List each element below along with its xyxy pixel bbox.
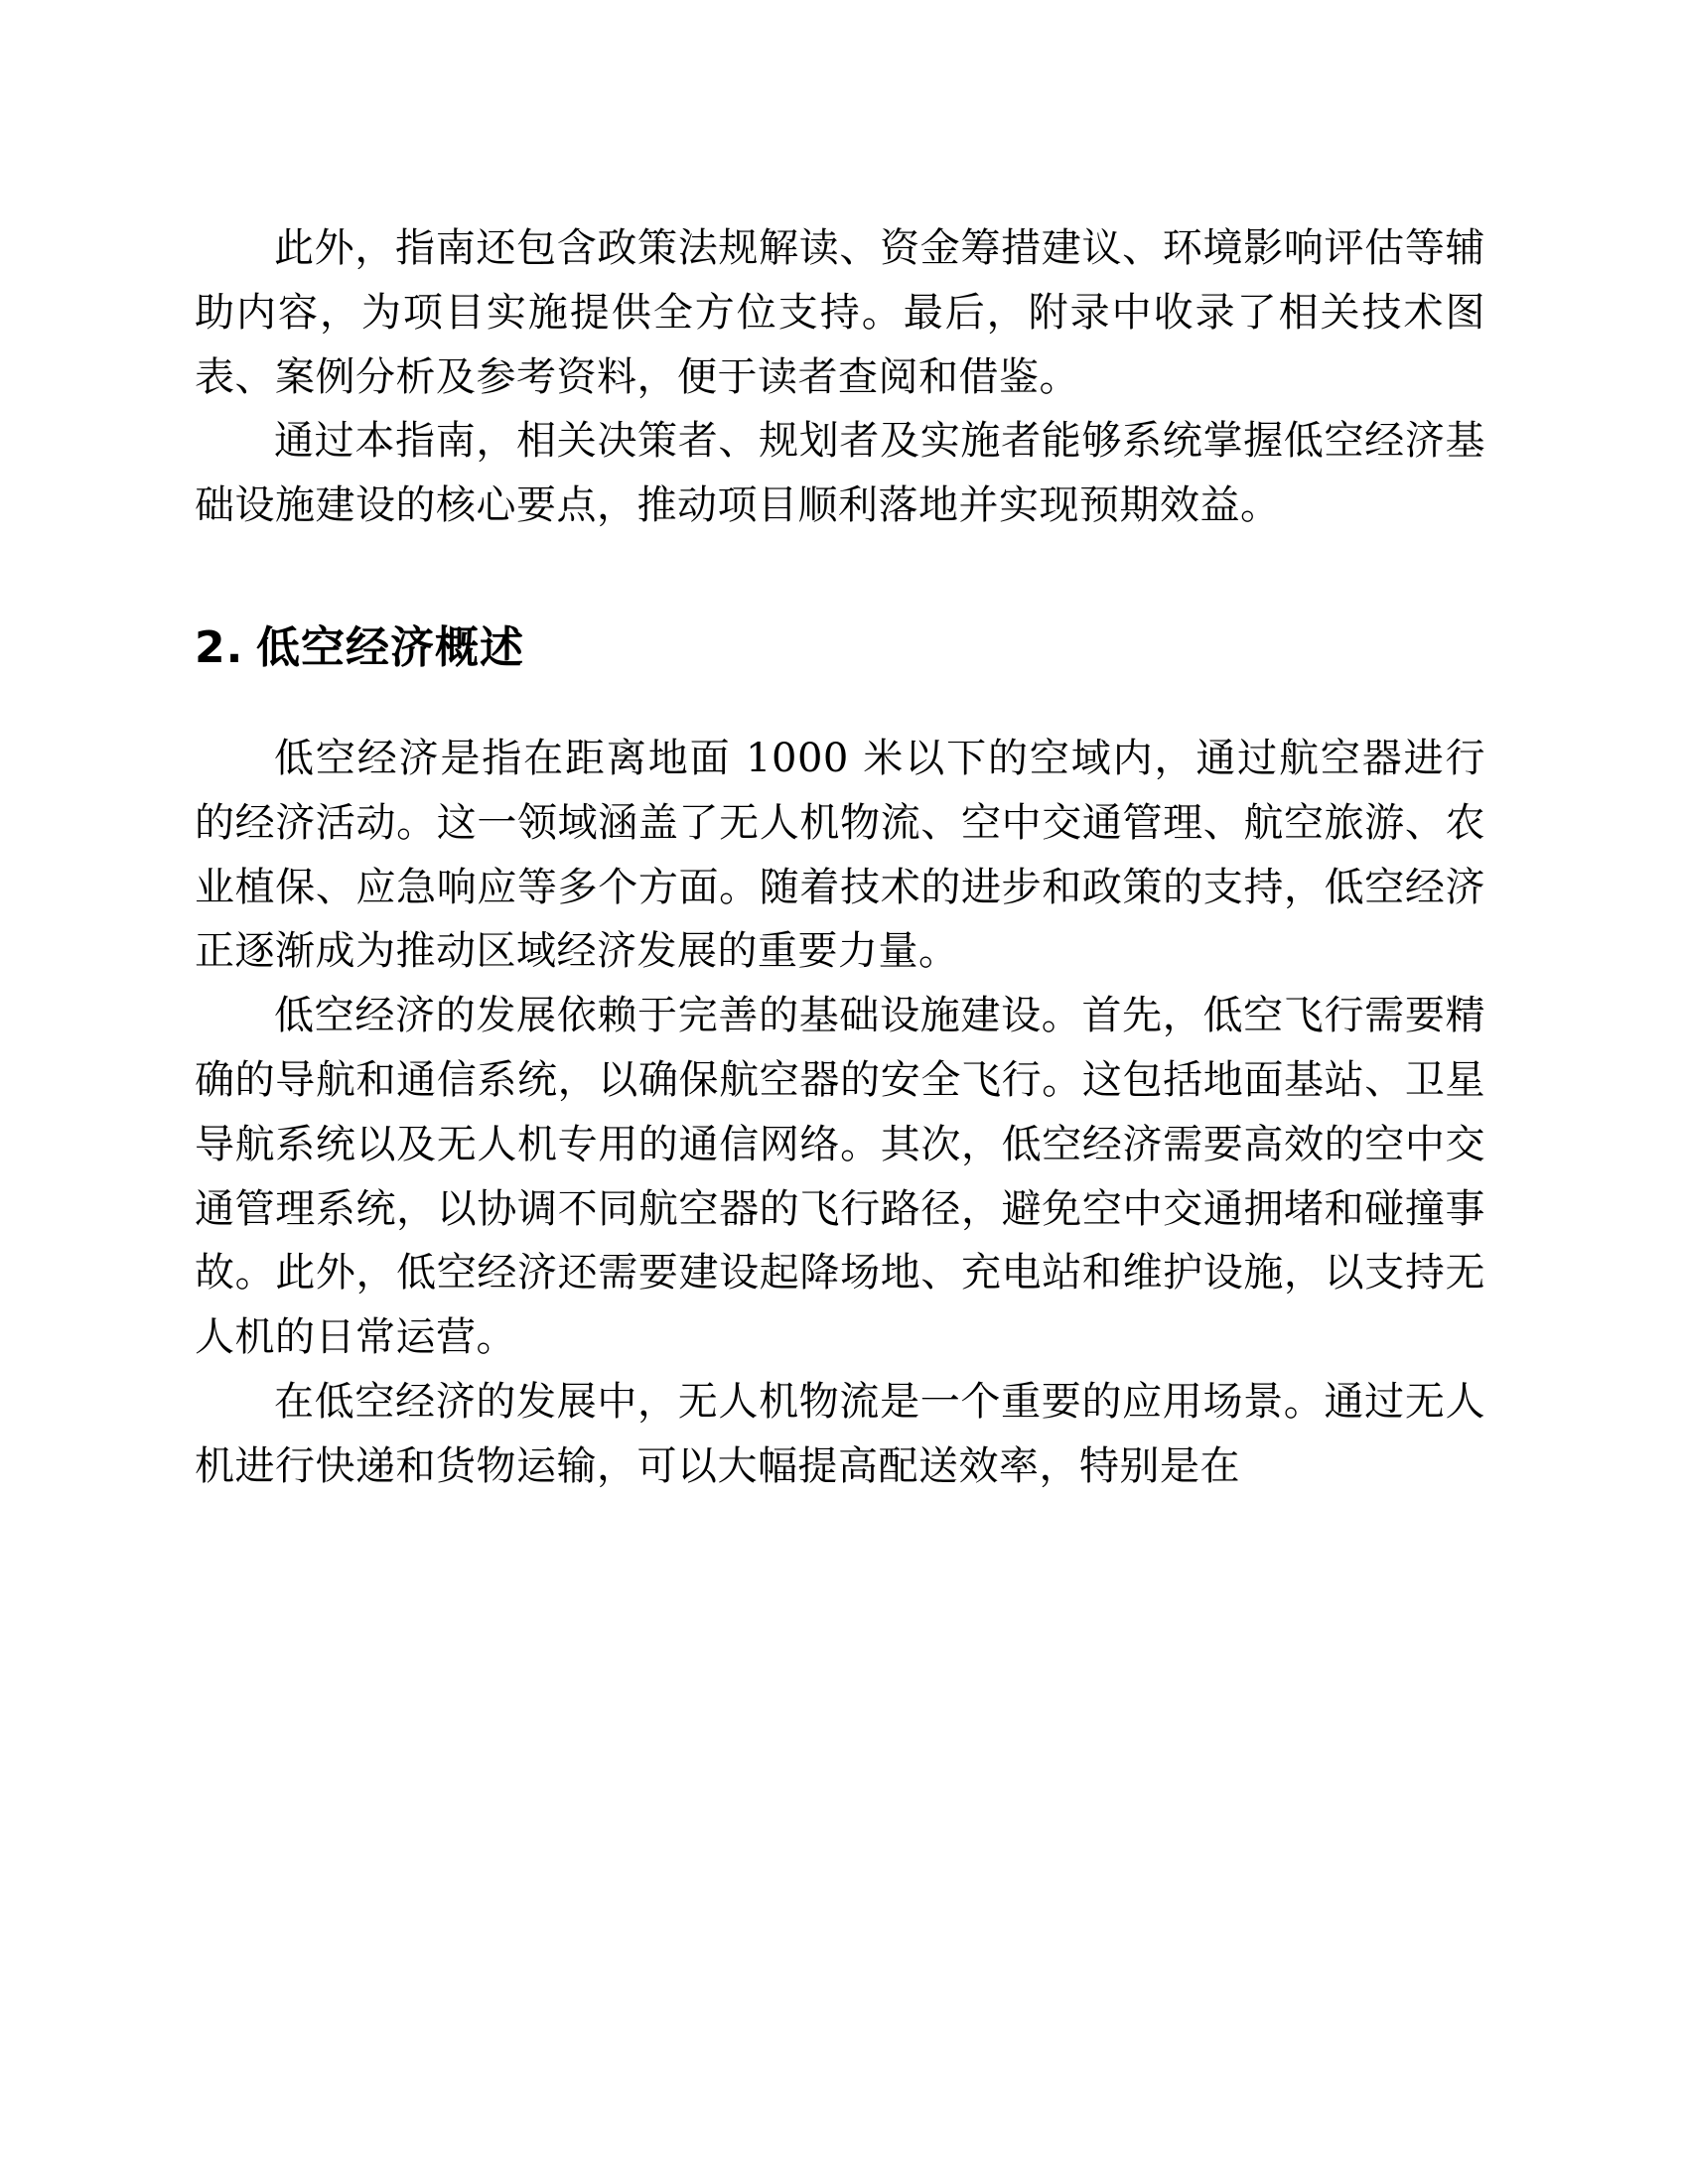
section-title: 低空经济概述 [256, 621, 524, 673]
section-heading [195, 612, 1485, 675]
paragraph-5: 在低空经济的发展中，无人机物流是一个重要的应用场景。通过无人机进行快递和货物运输，可以大幅提高配送效率，特别是在 [195, 1378, 1485, 1489]
paragraph-2: 通过本指南，相关决策者、规划者及实施者能够系统掌握低空经济基础设施建设的核心要点，推动项目顺利落地并实现预期效益。 [195, 418, 1485, 529]
page-content [195, 216, 1485, 1499]
paragraph-3: 低空经济是指在距离地面 1000 米以下的空域内，通过航空器进行的经济活动。这一领域涵盖了无人机物流、空中交通管理、航空旅游、农业植保、应急响应等多个方面。随着技术的进步和政策的支持，低空经济正逐渐成为推动区域经济发展的重要力量。 [195, 735, 1485, 975]
paragraph-4: 低空经济的发展依赖于完善的基础设施建设。首先，低空飞行需要精确的导航和通信系统，以确保航空器的安全飞行。这包括地面基站、卫星导航系统以及无人机专用的通信网络。其次，低空经济需要高效的空中交通管理系统，以协调不同航空器的飞行路径，避免空中交通拥堵和碰撞事故。此外，低空经济还需要建设起降场地、充电站和维护设施，以支持无人机的日常运营。 [195, 993, 1485, 1361]
section-number: 2. [195, 621, 244, 673]
paragraph-1: 此外，指南还包含政策法规解读、资金筹措建议、环境影响评估等辅助内容，为项目实施提供全方位支持。最后，附录中收录了相关技术图表、案例分析及参考资料，便于读者查阅和借鉴。 [195, 225, 1485, 400]
